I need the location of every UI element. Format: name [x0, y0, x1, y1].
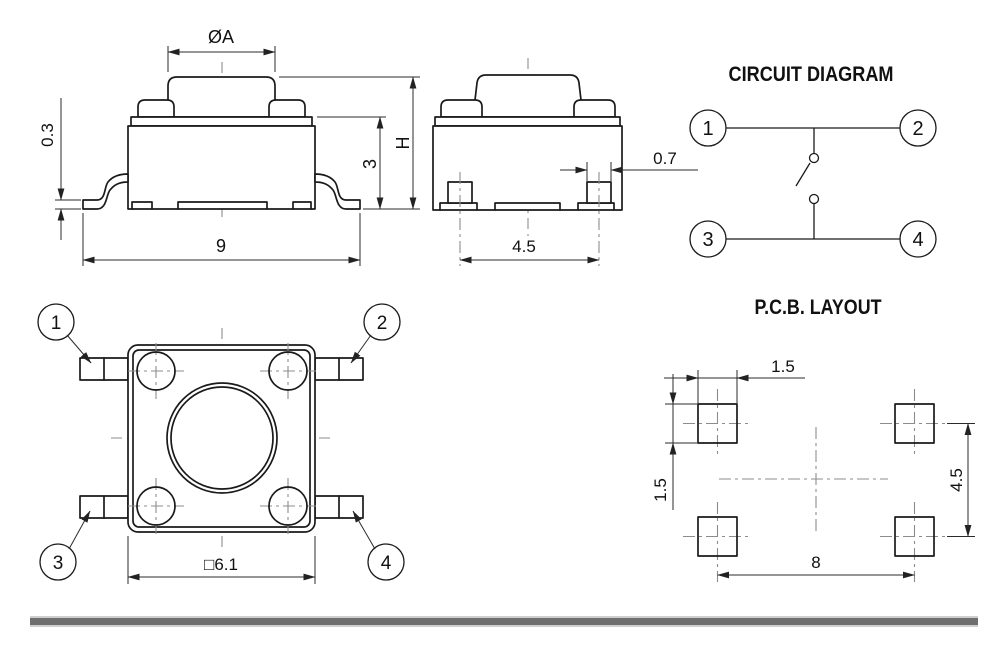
- dim-label-lead-width: 0.7: [653, 149, 677, 168]
- dim-label-diameter: ØA: [207, 27, 235, 47]
- dim-label-pad-width: 1.5: [771, 357, 795, 376]
- circuit-contact-bottom: [810, 195, 819, 204]
- dim-label-pad-height: 1.5: [651, 478, 670, 502]
- top-pin2-label: 2: [376, 313, 388, 334]
- side-view: [433, 58, 698, 266]
- front-cover-plate: [131, 117, 312, 126]
- dim-label-lead-pitch: 4.5: [512, 237, 536, 256]
- pcb-center-crosshair: [719, 427, 888, 533]
- top-pin1-label: 1: [50, 313, 62, 334]
- front-left-lead: [83, 174, 128, 209]
- side-left-ear: [441, 100, 482, 117]
- front-view: [38, 27, 420, 266]
- top-pin4-leader: [353, 511, 375, 549]
- bottom-bar: [30, 616, 978, 627]
- front-body: [128, 126, 315, 209]
- circuit-contact-top: [810, 154, 819, 163]
- top-pin3-label: 3: [52, 553, 64, 574]
- dim-label-lead-thickness: 0.3: [38, 123, 57, 147]
- side-button-cap: [473, 75, 583, 117]
- circuit-pin3-label: 3: [702, 229, 714, 251]
- dim-label-col-pitch: 8: [811, 553, 821, 572]
- top-pin4-label: 4: [380, 553, 392, 574]
- top-pin1-leader: [67, 335, 91, 363]
- dim-label-body-square: □6.1: [204, 555, 238, 574]
- circuit-pin2-label: 2: [912, 118, 924, 140]
- circuit-diagram-title: CIRCUIT DIAGRAM: [728, 63, 894, 86]
- dim-label-body-height: 3: [360, 158, 380, 170]
- side-cover-plate: [435, 117, 620, 126]
- dim-label-total-height: H: [393, 136, 413, 150]
- circuit-pin4-label: 4: [912, 229, 924, 251]
- circuit-switch-blade: [796, 163, 810, 186]
- dim-label-total-width: 9: [215, 236, 227, 256]
- pcb-layout-title: P.C.B. LAYOUT: [754, 296, 882, 319]
- side-right-ear: [574, 100, 615, 117]
- bottom-bar-fill: [30, 618, 978, 625]
- top-view: [38, 304, 404, 584]
- front-button-cap: [168, 77, 275, 117]
- front-right-ear: [269, 100, 305, 117]
- circuit-diagram: [690, 63, 936, 257]
- pcb-layout: [651, 296, 975, 582]
- front-left-ear: [138, 100, 174, 117]
- dim-label-row-pitch: 4.5: [947, 468, 966, 492]
- front-right-lead: [315, 174, 360, 209]
- circuit-pin1-label: 1: [702, 118, 714, 140]
